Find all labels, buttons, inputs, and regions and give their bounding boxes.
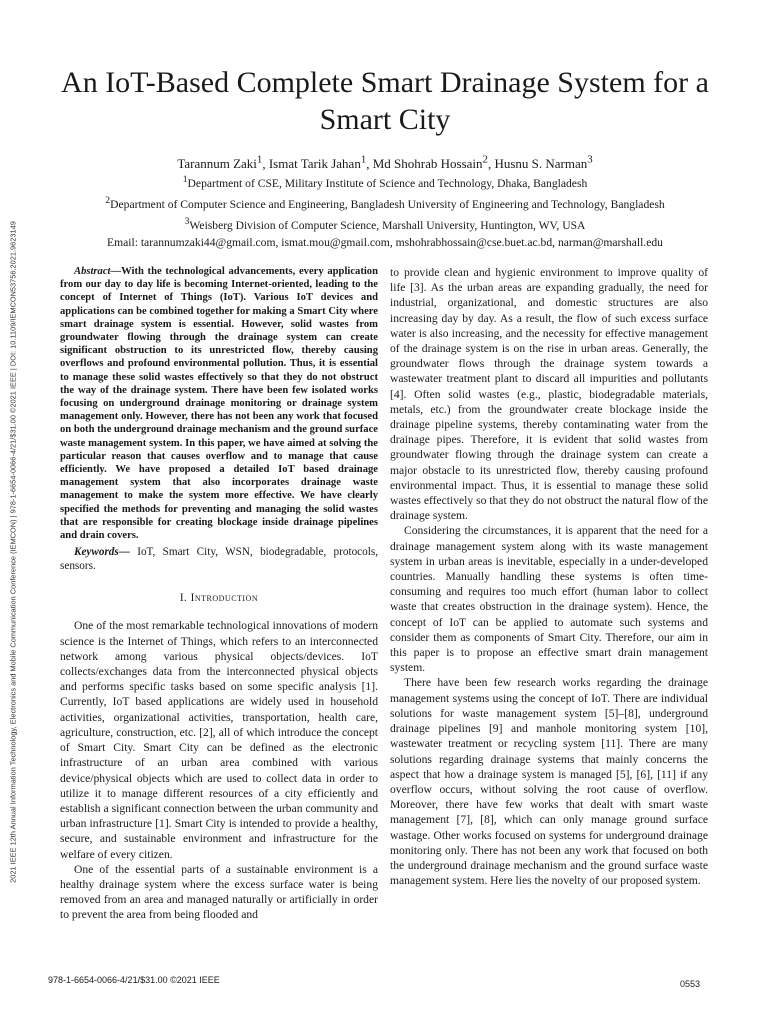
paragraph: to provide clean and hygienic environment to improve quality of life [3]. As the urban areas are expanding gradually, the need for industrial, organizational, and domestic structures are also increasing day by day. As a result, the flow of such excess surface water is also increasing, and the necessity for effective management of the drainage system is on the rise in urban areas. Generally, the groundwater flows through the drainage system towards a wastewater treatment plant to discard all impurities and pollutants [4]. Often solid wastes (e.g., plastic, biodegradable materials, metals, etc.) from the groundwater create blockage inside the drainage pipeline systems, thereby contaminating water from the drainage pipes. Therefore, it is evident that solid wastes from groundwater flowing through the drainage system can create a major obstacle to its unrestricted flow, thereby causing profound environmental impact. Thus, it is essential to manage these solid wastes effectively so that they do not obstruct the natural flow of the drainage system.	[390, 266, 708, 523]
left-column	[60, 265, 378, 923]
author: Md Shohrab Hossain$^2$	[372, 154, 488, 172]
keywords-text: IoT, Smart City, WSN, biodegradable, protocols, sensors.	[60, 546, 378, 573]
paragraph: There have been few research works regarding the drainage management systems using the concept of IoT. There are individual solutions for waste management system [5]–[8], underground drainage pipelines [9] and manhole monitoring system [10], wastewater treatment or recycling system [11]. There are many solutions regarding drainage systems that mainly concerns the aspect that how a drainage system is managed [5], [6], [11] if any overflow occurs, without solving the root cause of overflow. Moreover, there have few works that dealt with smart waste management [7], [8], which can only manage ground surface wastage. Other works focused on systems for underground drainage monitoring only. There has not been any work that focused on both the underground drainage mechanism and the ground surface waste management system. Here lies the novelty of our proposed system.	[390, 676, 708, 888]
abstract	[60, 265, 378, 542]
right-column	[390, 265, 708, 888]
abstract-lead: Abstract	[74, 266, 111, 277]
footer-copyright: 978-1-6654-0066-4/21/$31.00 ©2021 IEEE	[48, 975, 220, 985]
paragraph: Considering the circumstances, it is apparent that the need for a drainage management system along with its waste management system in urban areas is inevitable, especially in a under-developed countries. Manually handling these systems is often time-consuming and requires too much effort (human labor to collect waste that creates obstruction in the drainage system). Hence, the concept of IoT can be applied to automate such systems and consider them as components of Smart City. Therefore, our aim in this paper is to propose an effective smart drain management system.	[390, 524, 708, 675]
section-heading: I. Introduction	[179, 592, 259, 605]
affiliation: $^1$Department of CSE, Military Institute of Science and Technology, Dhaka, Bangladesh	[182, 174, 588, 190]
sidebar-citation	[0, 100, 26, 1005]
paper-title: An IoT-Based Complete Smart Drainage System for a Smart City	[61, 66, 709, 136]
keywords-lead: Keywords—	[74, 546, 130, 559]
sidebar-citation-text: 2021 IEEE 12th Annual Information Technology, Electronics and Mobile Communication Conference (IEMCON) | 978-1-6654-0066-4/21/$31.00 ©2021 IEEE | DOI: 10.1109/IEMCON53756.2021.9623149	[8, 221, 18, 883]
affiliation: $^2$Department of Computer Science and Engineering, Bangladesh University of Engineering and Technology, Bangladesh	[105, 194, 665, 211]
affiliation: $^3$Weisberg Division of Computer Science, Marshall University, Huntington, WV, USA	[184, 215, 586, 232]
email-line: Email: tarannumzaki44@gmail.com, ismat.mou@gmail.com, mshohrabhossain@cse.buet.ac.bd, narman@marshall.edu	[107, 235, 663, 249]
author: Husnu S. Narman$^3$	[494, 154, 593, 172]
keywords	[60, 545, 378, 573]
author: Ismat Tarik Jahan$^1$	[268, 154, 367, 172]
paragraph: One of the essential parts of a sustainable environment is a healthy drainage system where the excess surface water is being removed from an area and managed naturally or artificially in order to prevent the area from being flooded and	[60, 862, 378, 922]
page-number: 0553	[680, 979, 701, 989]
author: Tarannum Zaki$^1$	[177, 154, 263, 172]
paragraph: One of the most remarkable technological innovations of modern science is the Internet of Things, which refers to an interconnected network among various physical objects/devices. IoT collects/exchanges data from the interconnected physical objects and performs specific tasks based on some specific analysis [1]. Currently, IoT based applications are widely used in household activities, organizational activities, transportation, health care, agriculture, construction, etc. [2], all of which introduce the concept of Smart City. Smart City can be defined as the electronic infrastructure of an urban area combined with various device/physical objects which are used to collect data in order to utilize it to manage different resources of a city efficiently and establish a significant connection between the urban community and urban infrastructure [1]. Smart City is intended to provide a healthy, secure, and sustainable environment and infrastructure for the welfare of every citizen.	[60, 619, 378, 861]
abstract-text: —With the technological advancements, every application from our day to day life is becoming Internet-oriented, leading to the concept of Internet of Things (IoT). Various IoT devices and applications can be combined together for making a Smart City where smart drainage system is essential. However, solid wastes from groundwater flowing through the drainage system can create significant obstruction to its unrestricted flow, thereby causing overflows and profound environmental pollution. Thus, it is essential to manage these solid wastes effectively so that they do not obstruct the way of the drainage system. There have been few isolated works focusing on underground drainage monitoring or drainage system management only. However, there has not been any work that focused on both the underground drainage mechanism and the ground surface waste management system. In this paper, we have aimed at solving the particular reason that causes overflow and to manage that cause efficiently. We have proposed a detailed IoT based drainage management system that also incorporates drainage waste management to make the system more effective. We have clearly specified the methods for preventing and managing the solid wastes that are responsible for creating blockage inside drainage pipelines and drain covers.	[60, 266, 378, 542]
author-list: Tarannum Zaki$^1$, Ismat Tarik Jahan$^1$, Md Shohrab Hossain$^2$, Husnu S. Narman$^3$	[177, 154, 593, 172]
affiliations	[40, 171, 730, 251]
